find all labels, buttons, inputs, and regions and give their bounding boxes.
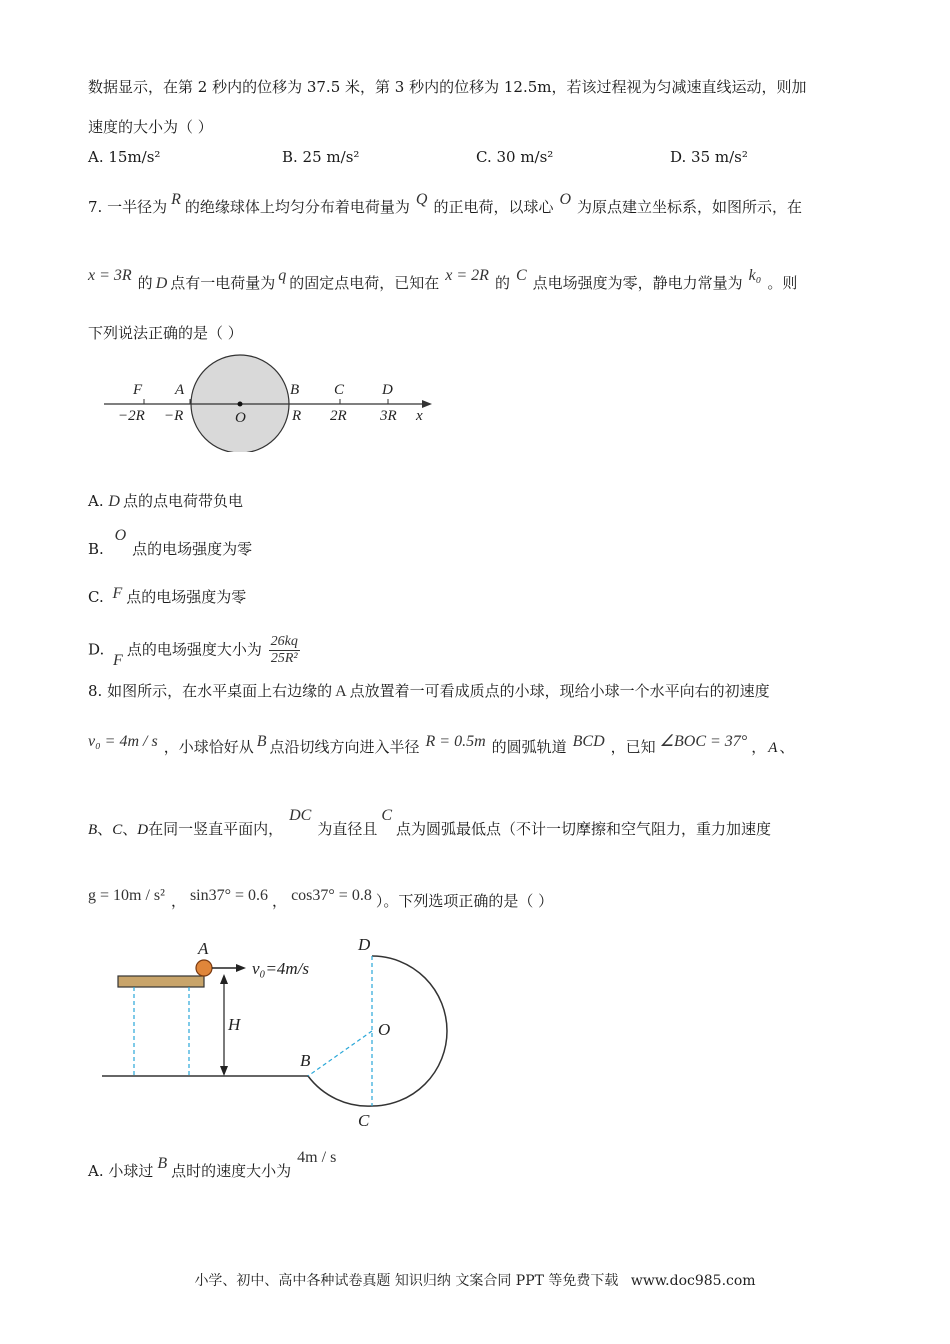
tick-neg2R: −2R bbox=[118, 408, 145, 424]
q8-line3: B、C、D在同一竖直平面内，DC为直径且C点为圆弧最低点（不计一切摩擦和空气阻力，重力加速度 bbox=[88, 807, 772, 838]
q7-axis-figure bbox=[100, 352, 440, 452]
q8-line4: g = 10m / s² ， sin37° = 0.6 ， cos37° = 0.8 ）。下列选项正确的是（ ） bbox=[88, 887, 554, 910]
q7-line1: 7. 一半径为 R 的绝缘球体上均匀分布着电荷量为 Q 的正电荷，以球心 O 为原点建立坐标系，如图所示，在 bbox=[88, 191, 803, 216]
label-C: C bbox=[334, 382, 345, 398]
footer-text: 小学、初中、高中各种试卷真题 知识归纳 文案合同 PPT 等免费下载 bbox=[194, 1273, 619, 1289]
q7-option-d: D. F点的电场强度大小为 $\frac{26kq}{\text{25R²}}$ bbox=[88, 634, 298, 669]
label-F: F bbox=[133, 382, 143, 398]
q7-line3: 下列说法正确的是（ ） bbox=[88, 324, 243, 342]
velocity-arrowhead bbox=[236, 964, 246, 972]
radius-ob bbox=[308, 1031, 372, 1076]
ball bbox=[196, 960, 212, 976]
fraction bbox=[269, 634, 300, 667]
q8-line2: v₀ = 4m / s ，小球恰好从 B 点沿切线方向进入半径 R = 0.5m 的圆弧轨道 BCD ，已知 ∠BOC = 37° ， A 、 bbox=[88, 733, 795, 756]
tick-2R: 2R bbox=[330, 408, 347, 424]
table-top bbox=[118, 976, 204, 987]
q7-line2: x = 3R 的 D 点有一电荷量为 q 的固定点电荷，已知在 x = 2R 的 C 点电场强度为零，静电力常量为 k₀ 。则 bbox=[88, 267, 798, 292]
q6-line2: 速度的大小为（ ） bbox=[88, 118, 213, 136]
fraction-numerator: 26kq bbox=[270, 634, 298, 649]
q8-line1: 8. 如图所示，在水平桌面上右边缘的 A 点放置着一可看成质点的小球，现给小球一个水平向右的初速度 bbox=[88, 682, 770, 700]
q7-option-b: B. O点的电场强度为零 bbox=[88, 527, 253, 558]
x-axis-arrow bbox=[422, 400, 432, 408]
q8-option-a: A. 小球过 B 点时的速度大小为4m / s bbox=[88, 1149, 337, 1180]
footer-url[interactable]: www.doc985.com bbox=[630, 1273, 756, 1289]
label-A: A bbox=[198, 939, 209, 958]
q6-option-a: A. 15m/s² bbox=[88, 148, 161, 166]
label-B: B bbox=[290, 382, 300, 398]
q6-option-b: B. 25 m/s² bbox=[282, 148, 360, 166]
label-A: A bbox=[175, 382, 185, 398]
tick-R: R bbox=[292, 408, 302, 424]
label-O: O bbox=[378, 1020, 391, 1039]
label-v0: v₀=4m/s bbox=[252, 959, 310, 978]
tick-negR: −R bbox=[164, 408, 184, 424]
q7-option-a: A. D 点的点电荷带负电 bbox=[88, 492, 243, 510]
q8-track-figure bbox=[100, 930, 460, 1130]
page-footer bbox=[0, 1270, 950, 1290]
origin-dot bbox=[238, 402, 243, 407]
tick-O: O bbox=[235, 410, 246, 426]
label-D: D bbox=[382, 382, 393, 398]
tick-3R: 3R bbox=[380, 408, 397, 424]
q6-option-c: C. 30 m/s² bbox=[476, 148, 554, 166]
label-B: B bbox=[300, 1051, 311, 1070]
fraction-denominator: 25R² bbox=[270, 651, 298, 666]
label-D: D bbox=[358, 935, 371, 954]
q6-line1: 数据显示，在第 2 秒内的位移为 37.5 米，第 3 秒内的位移为 12.5m，若该过程视为匀减速直线运动，则加 bbox=[88, 78, 807, 96]
height-arrowhead-top bbox=[220, 974, 228, 984]
label-C: C bbox=[358, 1111, 370, 1130]
q6-option-d: D. 35 m/s² bbox=[670, 148, 748, 166]
tick-x: x bbox=[416, 408, 423, 424]
q7-option-c: C. F 点的电场强度为零 bbox=[88, 585, 247, 606]
height-arrowhead-bottom bbox=[220, 1066, 228, 1076]
label-H: H bbox=[228, 1015, 241, 1034]
